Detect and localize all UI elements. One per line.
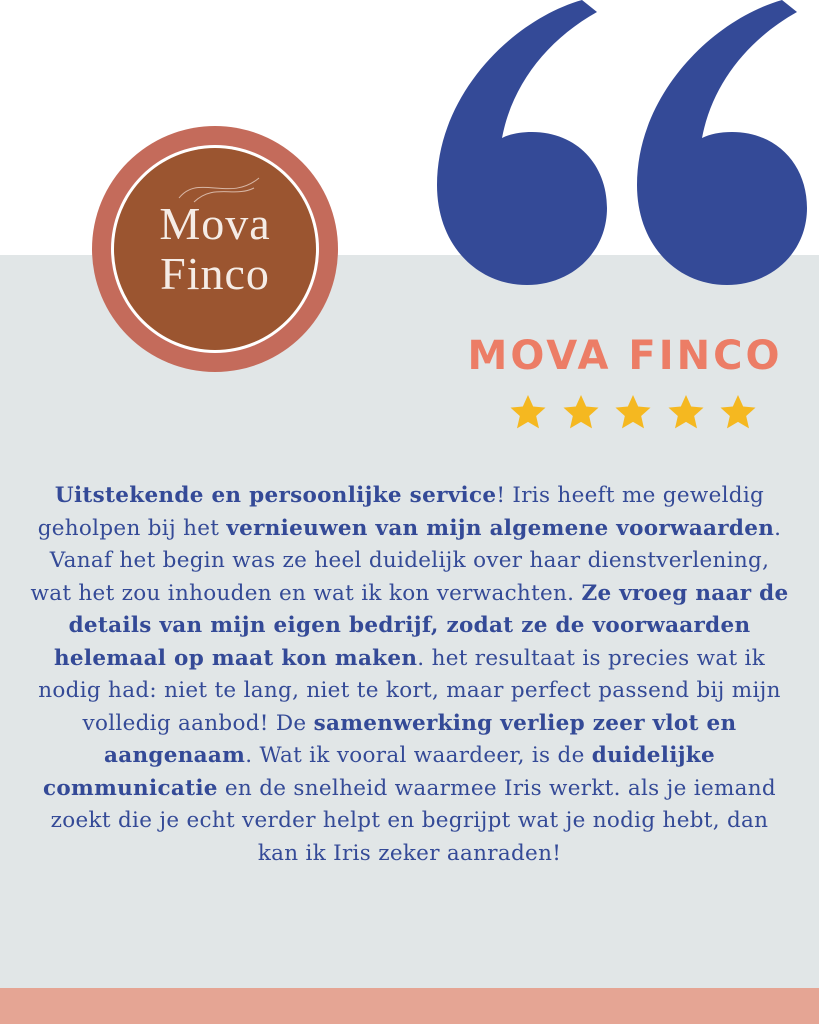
quote-mark-icon [432,0,812,290]
review-text [28,480,791,870]
review-text-4: . Wat ik vooral waardeer, is de [245,743,592,768]
swash-icon [174,168,264,208]
logo-text-line-1: Mova [159,198,271,249]
footer-band [0,988,819,1024]
review-bold-1: Uitstekende en persoonlijke service [54,483,497,508]
brand-title: MOVA FINCO [467,333,783,379]
star-icon [561,392,601,432]
review-text-1: ! Iris heeft me geweldig geholpen bij het [37,483,765,541]
review-bold-2: vernieuwen van mijn algemene voorwaarden [226,515,775,541]
star-icon [718,392,758,432]
review-text-5: en de snelheid waarmee Iris werkt. als je iemand zoekt die je echt verder helpt en begrijpt wat je nodig hebt, dan kan ik Iris zeker aanraden! [50,775,776,866]
brand-logo [92,126,338,372]
star-icon [613,392,653,432]
star-icon [666,392,706,432]
logo-text-line-2: Finco [160,248,270,299]
review-bold-3: Ze vroeg naar de details van mijn eigen bedrijf, zodat ze de voorwaarden helemaal op maat kon maken [53,580,789,671]
star-icon [508,392,548,432]
review-bold-5: duidelijke communicatie [43,743,715,801]
rating-stars [508,392,758,436]
review-bold-4: samenwerking verliep zeer vlot en aangenaam [104,710,737,768]
review-text-3: . het resultaat is precies wat ik nodig had: niet te lang, niet te kort, maar perfect passend bij mijn volledig aanbod! De [38,645,781,736]
brand-logo-inner [114,148,316,350]
review-text-2: . Vanaf het begin was ze heel duidelijk over haar dienstverlening, wat het zou inhouden en wat ik kon verwachten. [30,515,782,606]
